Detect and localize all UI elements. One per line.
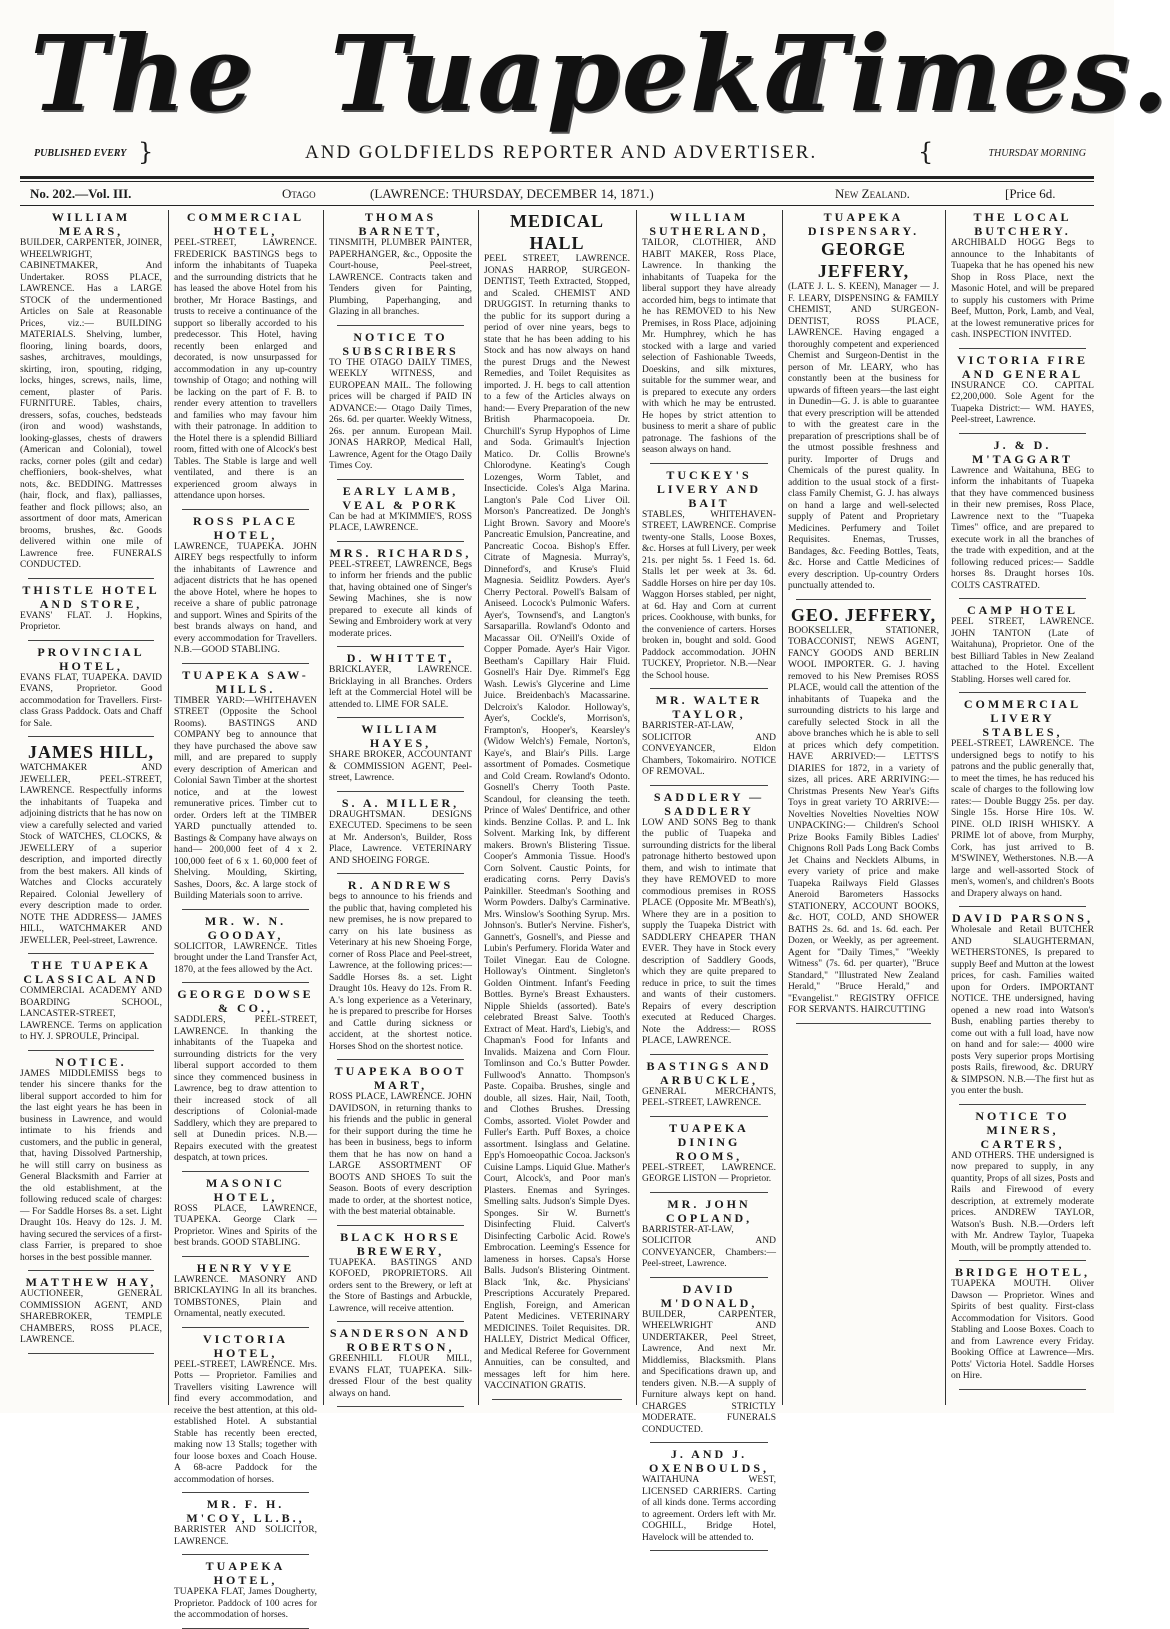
top-rule — [20, 176, 1094, 179]
advertisement — [174, 1559, 317, 1622]
advertisement-divider — [337, 1225, 464, 1226]
advertisement-heading: NOTICE. — [55, 1054, 127, 1069]
advertisement-body: PEEL-STREET, LAWRENCE. FREDERICK BASTINGS begs to inform the inhabitants of Tuapeka and the surrounding districts that he has leased the above Hotel from his brother, Mr Horace Bastings, and trusts to receive a continuance of the support so liberally accorded to his predecessor. This Hotel, having recently been enlarged and decorated, is now unsurpassed for accommodation in any up-country township of Otago; and nothing will be lacking on the part of F. B. to render every attention to travellers and families who may favour him with their patronage. In addition to the Hotel there is a splendid Billiard room, fitted with one of Alcock's best Tables. The Stable is large and well ventilated, and there is an experienced groom always in attendance upon horses. — [174, 238, 317, 501]
advertisement-body: BARRISTER AND SOLICITOR, LAWRENCE. — [174, 1525, 317, 1547]
advertisement-heading: TUAPEKA BOOT MART, — [334, 1064, 467, 1092]
advertisement-heading: NOTICE TO SUBSCRIBERS — [342, 329, 459, 358]
advertisement-heading: WILLIAM SUTHERLAND, — [649, 210, 769, 238]
advertisement-divider — [959, 433, 1086, 434]
advertisement-heading: BLACK HORSE BREWERY, — [340, 1229, 461, 1258]
advertisement — [174, 210, 317, 503]
masthead-word-the: The — [30, 12, 256, 135]
advertisement — [329, 722, 472, 785]
issue-date: (LAWRENCE: THURSDAY, DECEMBER 14, 1871.) — [370, 186, 654, 201]
dateline — [20, 186, 1094, 204]
advertisement-heading: HENRY VYE — [196, 1260, 295, 1275]
advertisement-body: COMMERCIAL ACADEMY AND BOARDING SCHOOL, LANCASTER-STREET, LAWRENCE. Terms on application to HY. J. SPROULE, Principal. — [20, 986, 162, 1042]
advertisement — [329, 1064, 472, 1219]
advertisement — [329, 484, 472, 535]
advertisement-body: PEEL STREET, LAWRENCE. JOHN TANTON (Late of Waitahuna), Proprietor. One of the best Billiard Tables in New Zealand attached to the Hotel. Excellent Stabling. Horses well cared for. — [951, 617, 1094, 685]
column-1 — [20, 210, 162, 1405]
advertisement — [642, 1121, 776, 1186]
advertisement-heading: COMMERCIAL LIVERY STABLES, — [963, 697, 1082, 739]
advertisement-heading: S. A. MILLER, — [341, 795, 460, 810]
advertisement-body: INSURANCE CO. CAPITAL £2,200,000. Sole Agent for the Tuapeka District:— WM. HAYES, Peel-street, Lawrence. — [951, 380, 1094, 425]
advertisement-heading: WILLIAM HAYES, — [361, 722, 440, 750]
advertisement — [20, 1275, 162, 1347]
advertisement-divider — [650, 1442, 768, 1443]
top-rule-thin — [20, 181, 1094, 182]
advertisement-divider — [182, 982, 309, 983]
advertisement-divider — [650, 463, 768, 464]
advertisement-body: PEEL-STREET, LAWRENCE. The undersigned begs to notify to his patrons and the public generally that, to meet the times, he has reduced his scale of charges to the following low rates:— Double Buggy 25s. per day. Single 15s. Horse Hire 10s. W. PINE. OLD IRISH WHISKY. A PRIME lot of above, from Murphy, Cork, has just arrived to B. M'SWINEY, Wetherstones. N.B.—A large and well-assorted Stock of men's, women's, and children's Boots and Drapery always on hand. — [951, 739, 1094, 899]
advertisement-body: EVANS FLAT, TUAPEKA. DAVID EVANS, Proprietor. Good accommodation for Travellers. First-class Grass Paddock. Oats and Chaff for Sale. — [20, 672, 162, 729]
advertisement-body: TUAPEKA MOUTH. Oliver Dawson — Proprietor. Wines and Spirits of best quality. First-class Accommodation for Visitors. Good Stabling and Loose Boxes. Coach to and from Lawrence every Friday. Booking Office at Lawrence—Mrs. Potts' Victoria Hotel. Saddle Horses on Hire. — [951, 1279, 1094, 1381]
advertisement-divider — [337, 791, 464, 792]
advertisement — [20, 741, 162, 947]
advertisement-divider — [182, 1492, 309, 1493]
advertisement-body: PEEL-STREET, LAWRENCE. Mrs. Potts — Proprietor. Families and Travellers visiting Lawrence will find every accommodation, and receive the best attention, at this old-established Hotel. A substantial Stable has recently been erected, making now 13 Stalls; together with four loose boxes and Coach House. A 68-acre Paddock for the accommodation of horses. — [174, 1359, 317, 1485]
advertisement-body: TIMBER YARD:—WHITEHAVEN STREET (Opposite the School Rooms). BASTINGS AND COMPANY beg to announce that they have purchased the above saw mill, and are prepared to supply every description of American and Colonial Sawn Timber at the shortest notice, and at the lowest remunerative prices. Timber cut to order. Orders left at the TIMBER YARD punctually attended to. Bastings & Company have always on hand— 200,000 feet of 4 x 2. 100,000 feet of 6 x 1. 60,000 feet of Shelving. Moulding, Skirting, Sashes, Doors, &c. A large stock of Building Materials soon to arrive. — [174, 695, 317, 901]
advertisement-body: ARCHIBALD HOGG Begs to announce to the Inhabitants of Tuapeka that he has opened his new Shop in Ross Place, next the Masonic Hotel, and will be prepared to supply his customers with Prime Beef, Mutton, Pork, Lamb, and Veal, at the lowest remunerative prices for cash. INSPECTION INVITED. — [951, 238, 1094, 340]
advertisement-body: Wholesale and Retail BUTCHER AND SLAUGHTERMAN, WETHERSTONES, Is prepared to supply Beef and Mutton at the lowest prices, for cash. Families waited upon for Orders. IMPORTANT NOTICE. THE undersigned, having opened a new road into Watson's Bush, enabling parties thereby to come out with a full load, have now on hand and for sale:— 4000 wire posts Very superior props Mortising posts Rails, firewood, &c. DRURY & SIMPSON. N.B.—The first hut as you enter the bush. — [951, 925, 1094, 1096]
advertisement-body: Can be had at M'KIMMIE'S, ROSS PLACE, LAWRENCE. — [329, 511, 472, 533]
advertisement — [951, 697, 1094, 900]
advertisement-heading: TUAPEKA DINING ROOMS, — [669, 1120, 749, 1163]
advertisement-heading: BASTINGS AND ARBUCKLE, — [646, 1058, 772, 1087]
advertisement-body: LAWRENCE. MASONRY AND BRICKLAYING In all its branches. TOMBSTONES, Plain and Ornamental, neatly executed. — [174, 1274, 317, 1319]
advertisement-body: PEEL-STREET, LAWRENCE. GEORGE LISTON — Proprietor. — [642, 1162, 776, 1184]
column-3 — [329, 210, 472, 1405]
advertisement — [642, 210, 776, 457]
advertisement-divider — [650, 1054, 768, 1055]
advertisement-body: BUILDER, CARPENTER, JOINER, WHEELWRIGHT, CABINETMAKER, And Undertaker. ROSS PLACE, LAWRENCE. Has a LARGE STOCK of the undermentioned Articles on Sale at Reasonable Prices, viz.:— BUILDING MATERIALS. Shelving, lumber, flooring, lining boards, doors, sashes, architraves, mouldings, skirting, iron, spouting, ridging, locks, hinges, screws, nails, lime, cement, plaster of Paris. FURNITURE. Tables, chairs, dressers, sofas, couches, bedsteads (iron and wood) washstands, looking-glasses, chests of drawers (American and Colonial), towel racks, corner poles (gilt and cedar) cheffioniers, book-shelves, what nots, &c. BEDDING. Mattresses (hair, flock, and flax), palliasses, feather and flock pillows; also, an assortment of door mats, American brooms, brushes, &c. Goods delivered within one mile of Lawrence free. FUNERALS CONDUCTED. — [20, 238, 162, 570]
advertisement-display-heading: GEO. JEFFERY, — [790, 604, 937, 625]
advertisement — [174, 1176, 317, 1250]
advertisement-heading: DAVID M'DONALD, — [660, 1281, 758, 1310]
advertisement-divider — [959, 692, 1086, 693]
advertisement-body: PEEL-STREET, LAWRENCE, Begs to inform her friends and the public that, having obtained one of Singer's Sewing Machines, she is now prepared to execute all kinds of Sewing and Embroidery work at very moderate prices. — [329, 559, 472, 639]
advertisement — [174, 987, 317, 1165]
advertisement-divider — [492, 1399, 622, 1400]
advertisement-body: WAITAHUNA WEST, LICENSED CARRIERS. Carting of all kinds done. Terms according to agreement. Orders left with Mr. COGHILL, Bridge Hotel, Havelock will be attended to. — [642, 1475, 776, 1543]
subtitle-line — [0, 140, 1114, 168]
advertisement-divider — [650, 688, 768, 689]
issue-number: No. 202.—Vol. III. — [30, 186, 132, 201]
advertisement-heading: DAVID PARSONS, — [952, 911, 1093, 925]
advertisement-display-heading: JAMES HILL, — [27, 742, 155, 762]
advertisement-heading: EARLY LAMB, VEAL & PORK — [342, 483, 459, 512]
paper-subtitle: AND GOLDFIELDS REPORTER AND ADVERTISER. — [305, 142, 818, 163]
advertisement-body: SHARE BROKER, ACCOUNTANT & COMMISSION AGENT, Peel-street, Lawrence. — [329, 750, 472, 783]
advertisement — [174, 514, 317, 657]
advertisement-heading: MASONIC HOTEL, — [205, 1175, 285, 1204]
advertisement-divider — [337, 646, 464, 647]
advertisement-divider — [959, 1260, 1086, 1261]
advertisement-heading: THISTLE HOTEL AND STORE, — [22, 582, 160, 611]
advertisement-divider — [337, 479, 464, 480]
advertisement-divider — [337, 717, 464, 718]
advertisement-heading: CAMP HOTEL — [966, 603, 1078, 617]
advertisement-divider — [28, 640, 154, 641]
advertisement-heading: THE LOCAL BUTCHERY. — [973, 210, 1072, 238]
advertisement — [174, 914, 317, 977]
advertisement — [20, 210, 162, 572]
advertisement-display-heading: GEORGE JEFFERY, — [817, 239, 910, 281]
advertisement-body: (LATE J. L. S. KEEN), Manager — J. F. LEARY, DISPENSING & FAMILY CHEMIST, AND SURGEON-DENTIST, ROSS PLACE, LAWRENCE. Having engaged a thoroughly competent and experienced Chemist and Surgeon-Dentist in the person of Mr. LEARY, who has constantly been at the business for upwards of fifteen years—the last eight in Dunedin—G. J. is able to guarantee that every prescription will be attended to with the greatest care in the preparation of prescriptions shall be of the utmost possible freshness and purity. Importer of Drugs and Chemicals of the purest quality. In addition to the usual stock of a first-class Family Chemist, G. J. has always on hand a large and well-selected supply of Patent and Proprietary Medicines. Perfumery and Toilet Requisites. Enemas, Trusses, Bandages, &c. Feeding Bottles, Teats, &c. Horse and Cattle Medicines of every description. Up-country Orders punctually attended to. — [788, 282, 939, 591]
advertisement-divider — [959, 1104, 1086, 1105]
advertisement-heading: THOMAS BARNETT, — [358, 210, 443, 238]
advertisement — [174, 1261, 317, 1321]
advertisement-heading: TUAPEKA SAW-MILLS. — [182, 667, 309, 696]
advertisement-display-heading: MEDICAL HALL — [509, 211, 604, 253]
advertisement-divider — [337, 1059, 464, 1060]
column-6 — [788, 210, 939, 1405]
advertisement — [329, 651, 472, 711]
advertisement-body: GENERAL MERCHANTS, PEEL-STREET, LAWRENCE. — [642, 1086, 776, 1108]
advertisement-body: TINSMITH, PLUMBER PAINTER, PAPERHANGER, &c., Opposite the Court-house, Peel-street, LAWRENCE. Contracts taken and Tenders given for Painting, Plumbing, Paperhanging, and Glazing in all branches. — [329, 238, 472, 317]
advertisement-heading: MR. WALTER TAYLOR, — [655, 693, 763, 721]
advertisement-body: BARRISTER-AT-LAW, SOLICITOR AND CONVEYANCER, Chambers:—Peel-street, Lawrence. — [642, 1224, 776, 1269]
advertisement-heading: BRIDGE HOTEL, — [954, 1265, 1091, 1279]
advertisement — [484, 210, 630, 1393]
brace-right: { — [918, 138, 934, 166]
advertisement — [329, 546, 472, 641]
advertisement-heading: PROVINCIAL HOTEL, — [37, 644, 145, 673]
advertisement-divider — [959, 1389, 1086, 1390]
province-label: Otago — [282, 186, 316, 201]
advertisement-divider — [337, 873, 464, 874]
advertisement-body: BUILDER, CARPENTER, WHEELWRIGHT AND UNDERTAKER, Peel Street, Lawrence, And next Mr. Middlemiss, Blacksmith. Plans and Specifications drawn up, and tenders given. N.B.—A supply of Furniture always kept on hand. CHARGES STRICTLY MODERATE. FUNERALS CONDUCTED. — [642, 1309, 776, 1435]
column-2 — [174, 210, 317, 1620]
advertisement — [642, 790, 776, 1048]
advertisement — [329, 1230, 472, 1316]
advertisement-body: JAMES MIDDLEMISS begs to tender his sincere thanks for the liberal support accorded to him for the last eight years he has been in business in Lawrence, and would intimate to his friends and customers, and the public in general, that, having Dissolved Partnership, he will still carry on business as General Blacksmith and Farrier at the old establishment, at the following reduced scale of charges:— For Saddle Horses 8s. a set. Light Draught 10s. Heavy do 12s. J. M. having secured the services of a first-class Farrier, is prepared to shoe horses in the best possible manner. — [20, 1068, 162, 1263]
advertisement-divider — [28, 1050, 154, 1051]
advertisement-heading: VICTORIA HOTEL, — [202, 1331, 289, 1360]
advertisement-divider — [28, 736, 154, 737]
advertisement-divider — [182, 1171, 309, 1172]
advertisement-body: ROSS PLACE, LAWRENCE. JOHN DAVIDSON, in returning thanks to his friends and the public in general for their support during the time he has been in business, begs to inform them that he has now on hand a LARGE ASSORTMENT OF BOOTS AND SHOES To suit the Season. Boots of every description made to order, at the shortest notice, with the best material obtainable. — [329, 1092, 472, 1217]
advertisement-heading: R. ANDREWS — [347, 878, 454, 892]
advertisement-divider — [28, 953, 154, 954]
advertisement-heading: MATTHEW HAY, — [25, 1275, 157, 1289]
advertisement-divider — [182, 909, 309, 910]
advertisement-divider — [337, 325, 464, 326]
advertisement — [642, 1059, 776, 1110]
advertisement-divider — [28, 578, 154, 579]
advertisement-divider — [650, 1550, 768, 1551]
advertisement-heading: GEORGE DOWSE & CO., — [177, 987, 314, 1015]
advertisement-heading: ROSS PLACE HOTEL, — [192, 513, 299, 542]
advertisement-divider — [959, 906, 1086, 907]
advertisement-divider — [182, 1628, 309, 1629]
advertisement — [20, 583, 162, 634]
advertisement-divider — [182, 663, 309, 664]
advertisement-divider — [796, 1023, 931, 1024]
advertisement-heading: MR. W. N. GOODAY, — [204, 913, 287, 942]
advertisement-divider — [796, 599, 931, 600]
advertisement-heading: J. AND J. OXENBOULDS, — [648, 1447, 770, 1475]
advertisement-body: LAWRENCE, TUAPEKA. JOHN AIREY begs respectfully to inform the inhabitants of Lawrence and adjacent districts that he has opened the above Hotel, where he hopes to receive a share of public patronage and support. Wines and Spirits of the best brands always on hand, and every accommodation for Travellers. N.B.—GOOD STABLING. — [174, 541, 317, 655]
advertisement-divider — [182, 509, 309, 510]
advertisement-body: begs to announce to his friends and the public that, having completed his new premises, he is now prepared to carry on his late business as Veterinary at his new Shoeing Forge, corner of Ross Place and Peel-street, Lawrence, at the following prices:— Saddle Horses 8s. a set. Light Draught 10s. Heavy do 12s. From R. A.'s long experience as a Veterinary, he is prepared to prescribe for Horses and Cattle during sickness or accident, at the shortest notice. Horses Shod on the shortest notice. — [329, 892, 472, 1052]
advertisement — [788, 604, 939, 1017]
advertisement-heading: MR. JOHN COPLAND, — [665, 1196, 753, 1225]
masthead-word-tuapeka: Tuapeka — [330, 12, 834, 135]
advertisement — [329, 330, 472, 473]
advertisement-divider — [650, 1277, 768, 1278]
advertisement-heading: THE TUAPEKA CLASSICAL AND — [23, 958, 159, 986]
advertisement — [642, 1447, 776, 1544]
advertisement-heading: NOTICE TO MINERS, CARTERS, — [975, 1108, 1070, 1151]
advertisement — [20, 958, 162, 1044]
advertisement-body: GREENHILL FLOUR MILL, EVANS FLAT, TUAPEKA. Silk-dressed Flour of the best quality always on hand. — [329, 1354, 472, 1399]
advertisement-divider — [28, 1353, 154, 1354]
advertisement-body: Lawrence and Waitahuna, BEG to inform the inhabitants of Tuapeka that they have commenced business in their new premises, Ross Place, Lawrence next to the "Tuapeka Times" office, and are prepared to execute work in all the branches of the trade with expedition, and at the following reduced prices:— Saddle horses 8s. Draught horses 10s. COLTS CASTRATED. — [951, 465, 1094, 591]
thursday-morning-label: THURSDAY MORNING — [988, 148, 1086, 159]
advertisement — [20, 1055, 162, 1265]
advertisement — [642, 1197, 776, 1271]
advertisement-body: STABLES, WHITEHAVEN-STREET, LAWRENCE. Comprise twenty-one Stalls, Loose Boxes, &c. Horses at full Livery, per week 21s. per night 5s. 1 Feed 1s. 6d. Stalls let per week at 3s. 6d. Saddle Horses on hire per day 10s. Waggon Horses stabled, per night, at 6d. Hay and Corn at current prices. Cookhouse, with bunks, for the convenience of carters. Horses broken in, bought and sold. Good Paddock accommodation. JOHN TUCKEY, Proprietor. N.B.—Near the School house. — [642, 509, 776, 681]
advertisement-divider — [182, 1554, 309, 1555]
advertisement — [951, 1109, 1094, 1255]
advertisement — [951, 210, 1094, 342]
advertisement-heading: TUAPEKA DISPENSARY. — [807, 210, 920, 238]
advertisement — [951, 353, 1094, 427]
advertisement — [174, 1332, 317, 1487]
advertisement-body: AND OTHERS. THE undersigned is now prepared to supply, in any quantity, Props of all sizes, Posts and Rails and Firewood of every description, at extremely moderate prices. ANDREW TAYLOR, Watson's Bush. N.B.—Orders left with Mr. Andrew Taylor, Tuapeka Mouth, will be promptly attended to. — [951, 1150, 1094, 1253]
advertisement-heading: MR. F. H. M'COY, LL.B., — [186, 1497, 305, 1525]
advertisement — [642, 693, 776, 779]
advertisement-body: TAILOR, CLOTHIER, AND HABIT MAKER, Ross Place, Lawrence. In thanking the inhabitants of Tuapeka for the liberal support they have already accorded him, begs to intimate that he has REMOVED to his New Premises, in Ross Place, adjoining Mr. Humphrey, which he has stocked with a large and varied selection of Fashionable Tweeds, Doeskins, and silk mixtures, suitable for the summer wear, and is prepared to execute any orders with which he may be entrusted. He hopes by strict attention to business to merit a share of public patronage. The fashions of the season always on hand. — [642, 238, 776, 455]
advertisement-body: EVANS' FLAT. J. Hopkins, Proprietor. — [20, 610, 162, 632]
advertisement-heading: COMMERCIAL HOTEL, — [186, 210, 305, 238]
column-7 — [951, 210, 1094, 1405]
advertisement-heading: J. & D. M'TAGGART — [971, 437, 1074, 466]
advertisement — [329, 878, 472, 1053]
advertisement-body: LOW AND SONS Beg to thank the public of Tuapeka and surrounding districts for the liberal patronage hitherto bestowed upon them, and wish to intimate that they have REMOVED to more commodious premises in ROSS PLACE (Opposite Mr. M'Beath's), Where they are in a position to supply the Tuapeka District with SADDLERY CHEAPER THAN EVER. They have in Stock every description of Saddlery Goods, which they are quite prepared to reduce in price, to suit the times and wants of their customers. Repairs of every description executed at Reduced Charges. Note the Address:— ROSS PLACE, LAWRENCE. — [642, 817, 776, 1046]
advertisement — [329, 796, 472, 868]
advertisement-body: PEEL STREET, LAWRENCE. JONAS HARROP, SURGEON-DENTIST, Teeth Extracted, Stopped, and Scaled. CHEMIST AND DRUGGIST. In returning thanks to the public for its support during a period of over nine years, begs to state that he has been adding to his Stock and has now always on hand the purest Drugs and the Newest Remedies, and Toilet Requisites as imported. J. H. begs to call attention to a few of the Articles always on hand:— Every Preparation of the new British Pharmacopoeia. Dr. Churchill's Syrup Hypophos of Lime and Soda. Grimault's Injection Matico. Dr. Collis Browne's Chlorodyne. Keating's Cough Lozenges, Worm Tablet, and Insecticide. Coles's Alga Marina. Langton's Pale Cod Liver Oil. Morson's Pancreatized. De Jongh's Light Brown. Savory and Moore's Pancreatic Emulsion, Pancreatine, and Pancreatic Cocoa. Bishop's Effer. Citrate of Magnesia. Murray's, Dinneford's, and Kruse's Fluid Magnesia. Seidlitz Powders. Ayer's Cherry Pectoral. Powell's Balsam of Aniseed. Locock's Pulmonic Wafers. Ayer's, Townsend's, and Langton's Sarsaparilla. Rowland's Odonto and Macassar Oil. O'Neill's Oxide of Copper Pomade. Ayer's Hair Vigor. Beetham's Capillary Hair Fluid. Gosnell's Hair Dye. Rimmel's Egg Wash. Lewis's Glycerine and Lime Juice. Breidenbach's Macassarine. Delcroix's Kalodor. Holloway's, Ayer's, Cockle's, Morrison's, Frampton's, Hooper's, Kearsley's (Widow Welch's) Female, Norton's, Kaye's, and Blair's Pills. Large assortment of Pomades. Cosmetique and Cold Cream. Rowland's Odonto. Gosnell's Cherry Tooth Paste. Scandoul, for cleansing the teeth. Prince of Wales' Dentifrice, and other kinds. Benzine Collas. P. and L. Ink Solvent. Marking Ink, by different makers. Brown's Blistering Tissue. Cooper's Ammonia Tissue. Hood's Corn Solvent. Caustic Points, for eradicating corns. Perry Davis's Painkiller. Steedman's Soothing and Worm Powders. Dalby's Carminative. Mrs. Winslow's Soothing Syrup. Mrs. Johnson's. Butler's Nervine. Fisher's, Gannett's, Gosnell's, and Piesse and Lubin's Perfumery. Florida Water and Toilet Vinegar. Eau de Cologne. Holloway's Ointment. Singleton's Golden Ointment. Infant's Feeding Bottles. Byrne's Breast Exhausters. Nipple Shields (assorted). Bate's celebrated Breast Salve. Tooth's Extract of Meat. Hard's, Liebig's, and Chapman's Food for Infants and Invalids. Maizena and Corn Flour. Tomlinson and Co.'s Butter Powder. Fullwood's Annatto. Thompson's Paste. Copaiba. Brushes, single and double, all sizes. Hair, Nail, Tooth, and Clothes Brushes. Dressing Combs, assorted. Violet Powder and Fuller's Earth. Puff Boxes, a choice assortment. Isinglass and Gelatine. Epp's Homoeopathic Cocoa. Jackson's Cuisine Lamps. Liquid Glue. Mather's Court, Alcock's, and Poor man's Plasters. Enemas and Syringes. Smelling salts. Judson's Simple Dyes. Sponges. Sir W. Burnett's Disinfecting Fluid. Calvert's Disinfecting Carbolic Acid. Rowe's Embrocation. Leeming's Essence for lameness in horses. Capsa's Horse Balls. Judson's Blistering Ointment. Black 'Ink, &c. Physicians' Prescriptions Accurately Prepared. English, Foreign, and American Patent Medicines. VETERINARY MEDICINES. Toilet Requisites. DR. HALLEY, District Medical Officer, and Medical Referee for Government Annuities, can be consulted, and messages left for him here. VACCINATION GRATIS. — [484, 254, 630, 1391]
advertisement-body: DRAUGHTSMAN. DESIGNS EXECUTED. Specimens to be seen at Mr. Anderson's, Builder, Ross Place, Lawrence. VETERINARY AND SHOEING FORGE. — [329, 809, 472, 866]
advertisement-heading: VICTORIA FIRE AND GENERAL — [956, 352, 1089, 381]
advertisement — [788, 210, 939, 593]
country-label: New Zealand. — [835, 186, 910, 201]
advertisement-divider — [182, 1327, 309, 1328]
advertisement-divider — [959, 348, 1086, 349]
price-label: [Price 6d. — [1005, 186, 1056, 201]
advertisement-body: AUCTIONEER, GENERAL COMMISSION AGENT, AND SHAREBROKER, TEMPLE CHAMBERS, ROSS PLACE, LAWRENCE. — [20, 1289, 162, 1345]
brace-left: } — [138, 138, 154, 166]
advertisement-divider — [337, 1321, 464, 1322]
advertisement-body: ROSS PLACE, LAWRENCE, TUAPEKA. George Clark — Proprietor. Wines and Spirits of the best brands. GOOD STABLING. — [174, 1203, 317, 1248]
advertisement-heading: SANDERSON AND ROBERTSON, — [329, 1326, 472, 1354]
advertisement-heading: SADDLERY — SADDLERY — [653, 789, 765, 818]
advertisement — [174, 668, 317, 903]
advertisement — [20, 645, 162, 731]
advertisement-body: WATCHMAKER AND JEWELLER, PEEL-STREET, LAWRENCE. Respectfully informs the inhabitants of Tuapeka and adjoining districts that he has now on view a carefully selected and varied Stock of WATCHES, CLOCKS, & JEWELLERY of a superior description, and imported directly from the best makers. All kinds of Watches and Clocks accurately Repaired. Colonial Jewellery of every description made to order. NOTE THE ADDRESS— JAMES HILL, WATCHMAKER AND JEWELLER, Peel-street, Lawrence. — [20, 763, 162, 946]
advertisement-divider — [650, 1116, 768, 1117]
advertisement-divider — [959, 598, 1086, 599]
advertisement-body: TUAPEKA FLAT, James Dougherty, Proprietor. Paddock of 100 acres for the accommodation of horses. — [174, 1587, 317, 1620]
advertisement — [951, 603, 1094, 686]
advertisement-heading: D. WHITTET, — [346, 651, 455, 665]
advertisement — [951, 911, 1094, 1098]
column-4 — [484, 210, 630, 1405]
advertisement-divider — [182, 1256, 309, 1257]
advertisement-divider — [28, 1270, 154, 1271]
advertisement — [951, 438, 1094, 593]
advertisement-divider — [337, 541, 464, 542]
advertisement-heading: WILLIAM MEARS, — [51, 210, 131, 238]
advertisement-heading: MRS. RICHARDS, — [329, 545, 472, 560]
advertisement-divider — [337, 1406, 464, 1407]
advertisement-divider — [650, 1192, 768, 1193]
advertisement-body: BRICKLAYER, LAWRENCE. Bricklaying in all Branches. Orders left at the Commercial Hotel will be attended to. LIME FOR SALE. — [329, 665, 472, 710]
dateline-rule — [20, 205, 1094, 206]
advertisement-heading: TUAPEKA HOTEL, — [205, 1559, 286, 1587]
advertisement-body: TUAPEKA. BASTINGS AND KOFOED, PROPRIETORS. All orders sent to the Brewery, or left at the Store of Bastings and Arbuckle, Lawrence, will receive attention. — [329, 1257, 472, 1314]
advertisement-columns — [20, 210, 1096, 1620]
advertisement — [642, 468, 776, 683]
advertisement-body: SOLICITOR, LAWRENCE. Titles brought under the Land Transfer Act, 1870, at the fees allowed by the Act. — [174, 941, 317, 975]
advertisement-divider — [650, 785, 768, 786]
masthead — [30, 12, 1170, 136]
masthead-word-times: Times. — [770, 12, 1170, 135]
advertisement-heading: TUCKEY'S LIVERY AND BAIT — [656, 467, 762, 510]
advertisement — [329, 210, 472, 319]
advertisement-body: BARRISTER-AT-LAW, SOLICITOR AND CONVEYANCER, Eldon Chambers, Tokomairiro. NOTICE OF REMOVAL. — [642, 721, 776, 777]
advertisement — [329, 1326, 472, 1400]
column-5 — [642, 210, 776, 1543]
advertisement — [174, 1497, 317, 1548]
advertisement-body: TO THE OTAGO DAILY TIMES, WEEKLY WITNESS, and EUROPEAN MAIL. The following prices will be charged if PAID IN ADVANCE:— Otago Daily Times, 26s. 6d. per quarter. Weekly Witness, 26s. per annum. European Mail. JONAS HARROP, Medical Hall, Lawrence, Agent for the Otago Daily Times Coy. — [329, 357, 472, 471]
published-every-label: PUBLISHED EVERY — [34, 148, 127, 159]
advertisement-body: BOOKSELLER, STATIONER, TOBACCONIST, NEWS AGENT, FANCY GOODS AND BERLIN WOOL IMPORTER. G. J. having removed to his New Premises ROSS PLACE, would call the attention of the inhabitants of Tuapeka and the surrounding districts to his large and carefully selected Stock in all the above branches which he is able to sell at prices which defy competition. HAVE ARRIVED:— LETTS'S DIARIES for 1872, in a variety of sizes, all prices. ARE ARRIVING:— Christmas Presents New Year's Gifts Toys in great variety TO ARRIVE:— Novelties Novelties Novelties NOW UNPACKING:— Children's School Prize Books Family Bibles Ladies' Chignons Roll Pads Long Back Combs Jet Chains and Necklets Albums, in every variety of price and make Tuapeka Railways Field Glasses Aneroid Barometers Hassocks STATIONERY, ACCOUNT BOOKS, &c. HOT, COLD, AND SHOWER BATHS 2s. 6d. and 1s. 6d. each. Per Dozen, or Weekly, as per agreement. Agent for "Daily Times," "Weekly Witness" (7s. 6d. per quarter), "Bruce Standard," "Illustrated New Zealand Herald," "Bruce Herald," and "Evangelist." REGISTRY OFFICE FOR SERVANTS. HAIRCUTTING — [788, 625, 939, 1015]
advertisement-body: SADDLERS, PEEL-STREET, LAWRENCE. In thanking the inhabitants of the Tuapeka and surrounding districts for the very liberal support accorded to them since they commenced business in Lawrence, beg to draw attention to their increased stock of all descriptions of Colonial-made Saddlery, which they are prepared to sell at Dunedin prices. N.B.—Repairs executed with the greatest despatch, at town prices. — [174, 1015, 317, 1163]
advertisement — [951, 1265, 1094, 1383]
advertisement — [642, 1282, 776, 1437]
